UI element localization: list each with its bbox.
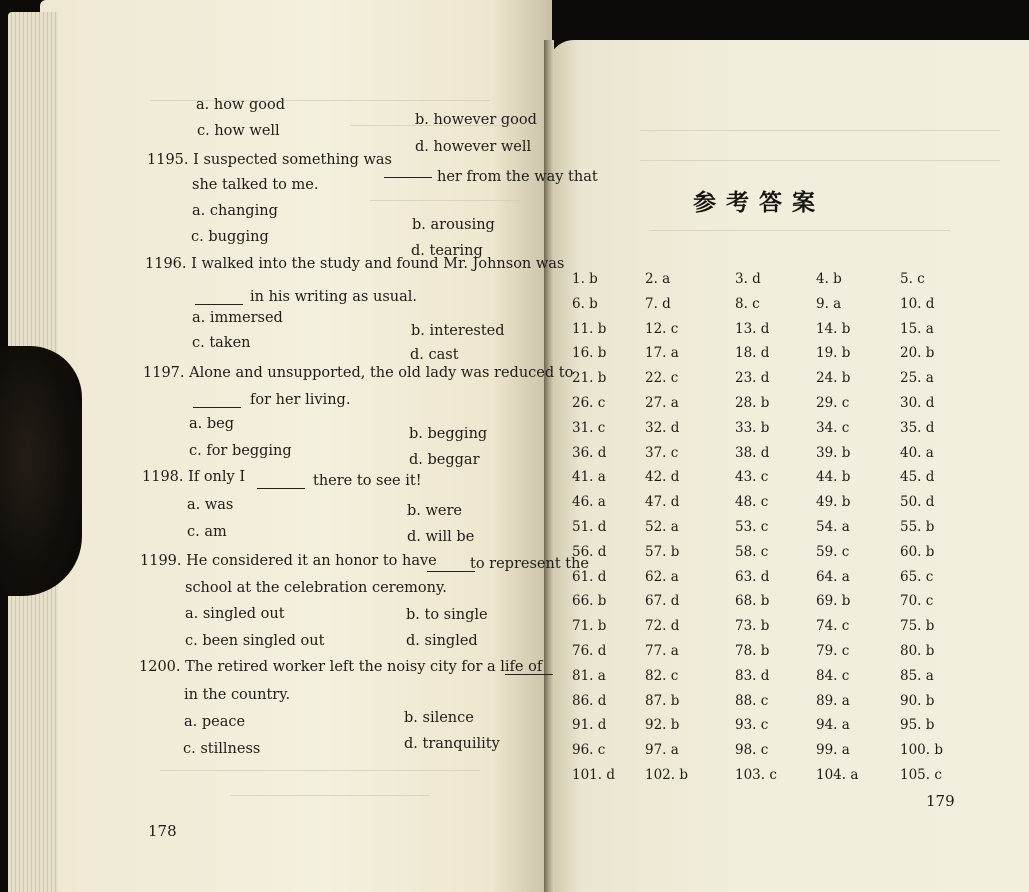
question-line: c. for begging: [189, 443, 292, 459]
answer-item: 16. b: [572, 345, 607, 362]
question-line: a. immersed: [192, 310, 283, 326]
question-line: c. bugging: [191, 229, 269, 245]
answer-item: 21. b: [572, 370, 607, 387]
answer-item: 18. d: [735, 345, 770, 362]
answer-item: 90. b: [900, 692, 935, 709]
answer-item: 43. c: [735, 469, 769, 486]
answer-item: 56. d: [572, 543, 607, 560]
fill-in-blank: [384, 177, 432, 178]
answer-item: 15. a: [900, 320, 934, 337]
answer-item: 103. c: [735, 767, 777, 783]
answer-item: 70. c: [900, 593, 934, 610]
answer-item: 62. a: [645, 568, 679, 585]
answer-item: 10. d: [900, 295, 935, 312]
answer-item: 92. b: [645, 717, 680, 734]
question-line: d. tearing: [411, 243, 483, 259]
answer-item: 5. c: [900, 271, 925, 287]
answer-item: 41. a: [572, 469, 606, 486]
answer-item: 7. d: [645, 295, 671, 312]
question-line: d. singled: [406, 633, 478, 649]
answer-item: 63. d: [735, 568, 770, 585]
answer-item: 102. b: [645, 767, 688, 783]
answer-item: 30. d: [900, 395, 935, 411]
answer-item: 71. b: [572, 618, 607, 635]
fill-in-blank: [193, 407, 241, 408]
answer-item: 26. c: [572, 395, 606, 411]
answer-item: 87. b: [645, 692, 680, 709]
question-line: c. stillness: [183, 741, 261, 757]
answer-item: 25. a: [900, 370, 934, 387]
question-line: a. peace: [184, 714, 246, 730]
answer-item: 68. b: [735, 593, 770, 610]
answer-item: 69. b: [816, 593, 851, 610]
question-line: b. were: [407, 503, 463, 519]
answer-item: 40. a: [900, 444, 934, 461]
answer-item: 89. a: [816, 692, 850, 709]
answer-item: 54. a: [816, 519, 850, 535]
answer-item: 8. c: [735, 295, 760, 312]
right-page-number: 179: [926, 792, 955, 810]
question-line: 1199. He considered it an honor to have: [140, 553, 437, 569]
answer-item: 31. c: [572, 419, 606, 436]
answer-item: 37. c: [645, 444, 679, 461]
fill-in-blank: [257, 488, 305, 489]
question-line: for her living.: [250, 392, 351, 408]
answer-item: 13. d: [735, 320, 770, 337]
answer-item: 83. d: [735, 667, 770, 684]
question-line: d. beggar: [409, 452, 480, 468]
left-page-number: 178: [148, 822, 177, 840]
answer-item: 84. c: [816, 667, 850, 684]
answer-item: 32. d: [645, 419, 680, 436]
answer-item: 97. a: [645, 742, 679, 759]
question-line: she talked to me.: [192, 177, 319, 193]
answer-item: 53. c: [735, 519, 769, 535]
answer-item: 50. d: [900, 494, 935, 511]
question-line: c. how well: [197, 123, 280, 139]
answer-item: 20. b: [900, 345, 935, 362]
question-line: b. silence: [404, 710, 474, 726]
answer-item: 104. a: [816, 767, 859, 783]
question-line: a. how good: [196, 97, 285, 113]
question-line: c. been singled out: [185, 633, 325, 649]
fill-in-blank: [427, 571, 475, 572]
answer-item: 4. b: [816, 271, 842, 287]
answer-item: 60. b: [900, 543, 935, 560]
question-line: a. was: [187, 497, 234, 513]
question-line: d. will be: [407, 529, 475, 545]
answer-item: 64. a: [816, 568, 850, 585]
answer-item: 65. c: [900, 568, 934, 585]
answer-item: 76. d: [572, 643, 607, 659]
answer-item: 52. a: [645, 519, 679, 535]
answer-item: 86. d: [572, 692, 607, 709]
answer-item: 48. c: [735, 494, 769, 511]
question-line: there to see it!: [313, 473, 422, 489]
answer-item: 9. a: [816, 295, 842, 312]
answer-item: 74. c: [816, 618, 850, 635]
answer-item: 100. b: [900, 742, 943, 759]
answer-item: 47. d: [645, 494, 680, 511]
question-line: d. tranquility: [404, 736, 500, 752]
answer-item: 19. b: [816, 345, 851, 362]
answer-item: 85. a: [900, 667, 934, 684]
book-gutter: [544, 40, 554, 892]
answer-item: 73. b: [735, 618, 770, 635]
answer-item: 14. b: [816, 320, 851, 337]
answer-item: 98. c: [735, 742, 769, 759]
question-line: b. begging: [409, 426, 488, 442]
question-line: in the country.: [184, 687, 291, 703]
question-line: 1195. I suspected something was: [147, 152, 392, 168]
question-line: d. however well: [415, 139, 532, 155]
answer-item: 55. b: [900, 519, 935, 535]
left-page: [40, 0, 552, 892]
answer-item: 94. a: [816, 717, 850, 734]
answer-item: 72. d: [645, 618, 680, 635]
answer-item: 44. b: [816, 469, 851, 486]
answer-item: 24. b: [816, 370, 851, 387]
answer-item: 95. b: [900, 717, 935, 734]
question-line: 1198. If only I: [142, 469, 246, 485]
answer-item: 66. b: [572, 593, 607, 610]
answer-item: 96. c: [572, 742, 606, 759]
answer-item: 17. a: [645, 345, 679, 362]
answer-item: 42. d: [645, 469, 680, 486]
answer-item: 23. d: [735, 370, 770, 387]
answer-item: 27. a: [645, 395, 679, 411]
question-line: b. interested: [411, 323, 505, 339]
answer-item: 12. c: [645, 320, 679, 337]
question-line: b. to single: [406, 607, 488, 623]
answer-item: 88. c: [735, 692, 769, 709]
answer-item: 59. c: [816, 543, 850, 560]
answer-item: 79. c: [816, 643, 850, 659]
answer-item: 58. c: [735, 543, 769, 560]
answer-item: 2. a: [645, 271, 671, 287]
answer-item: 101. d: [572, 767, 615, 783]
answer-item: 77. a: [645, 643, 679, 659]
answer-key-heading: 参考答案: [693, 189, 825, 216]
right-page: [548, 40, 1029, 892]
question-line: b. however good: [415, 112, 537, 128]
answer-item: 75. b: [900, 618, 935, 635]
answer-item: 39. b: [816, 444, 851, 461]
answer-item: 22. c: [645, 370, 679, 387]
question-line: c. am: [187, 524, 227, 540]
answer-item: 35. d: [900, 419, 935, 436]
answer-item: 93. c: [735, 717, 769, 734]
thumb: [0, 346, 82, 596]
answer-item: 29. c: [816, 395, 850, 411]
answer-item: 34. c: [816, 419, 850, 436]
fill-in-blank: [505, 674, 553, 675]
fill-in-blank: [195, 304, 243, 305]
answer-item: 82. c: [645, 667, 679, 684]
question-line: a. changing: [192, 203, 278, 219]
answer-item: 61. d: [572, 568, 607, 585]
question-line: a. beg: [189, 416, 235, 432]
question-line: a. singled out: [185, 606, 285, 622]
answer-item: 33. b: [735, 419, 770, 436]
question-line: c. taken: [192, 335, 251, 351]
question-line: in his writing as usual.: [250, 289, 417, 305]
answer-item: 80. b: [900, 643, 935, 659]
question-line: 1196. I walked into the study and found Mr. Johnson was: [145, 256, 565, 272]
question-line: school at the celebration ceremony.: [185, 580, 447, 596]
answer-item: 46. a: [572, 494, 606, 511]
answer-item: 57. b: [645, 543, 680, 560]
answer-item: 105. c: [900, 767, 942, 783]
question-line: 1200. The retired worker left the noisy city for a life of: [139, 659, 543, 675]
answer-item: 28. b: [735, 395, 770, 411]
answer-item: 91. d: [572, 717, 607, 734]
answer-item: 36. d: [572, 444, 607, 461]
answer-item: 11. b: [572, 320, 607, 337]
answer-item: 38. d: [735, 444, 770, 461]
answer-item: 3. d: [735, 271, 761, 287]
answer-item: 81. a: [572, 667, 606, 684]
answer-item: 49. b: [816, 494, 851, 511]
question-line: d. cast: [410, 347, 459, 363]
answer-item: 67. d: [645, 593, 680, 610]
answer-item: 99. a: [816, 742, 850, 759]
question-line: 1197. Alone and unsupported, the old lady was reduced to: [143, 365, 574, 381]
answer-item: 51. d: [572, 519, 607, 535]
question-line: her from the way that: [437, 169, 598, 185]
question-line: b. arousing: [412, 217, 495, 233]
answer-item: 78. b: [735, 643, 770, 659]
answer-item: 1. b: [572, 271, 598, 287]
answer-item: 45. d: [900, 469, 935, 486]
question-line: to represent the: [470, 556, 590, 572]
answer-item: 6. b: [572, 295, 598, 312]
